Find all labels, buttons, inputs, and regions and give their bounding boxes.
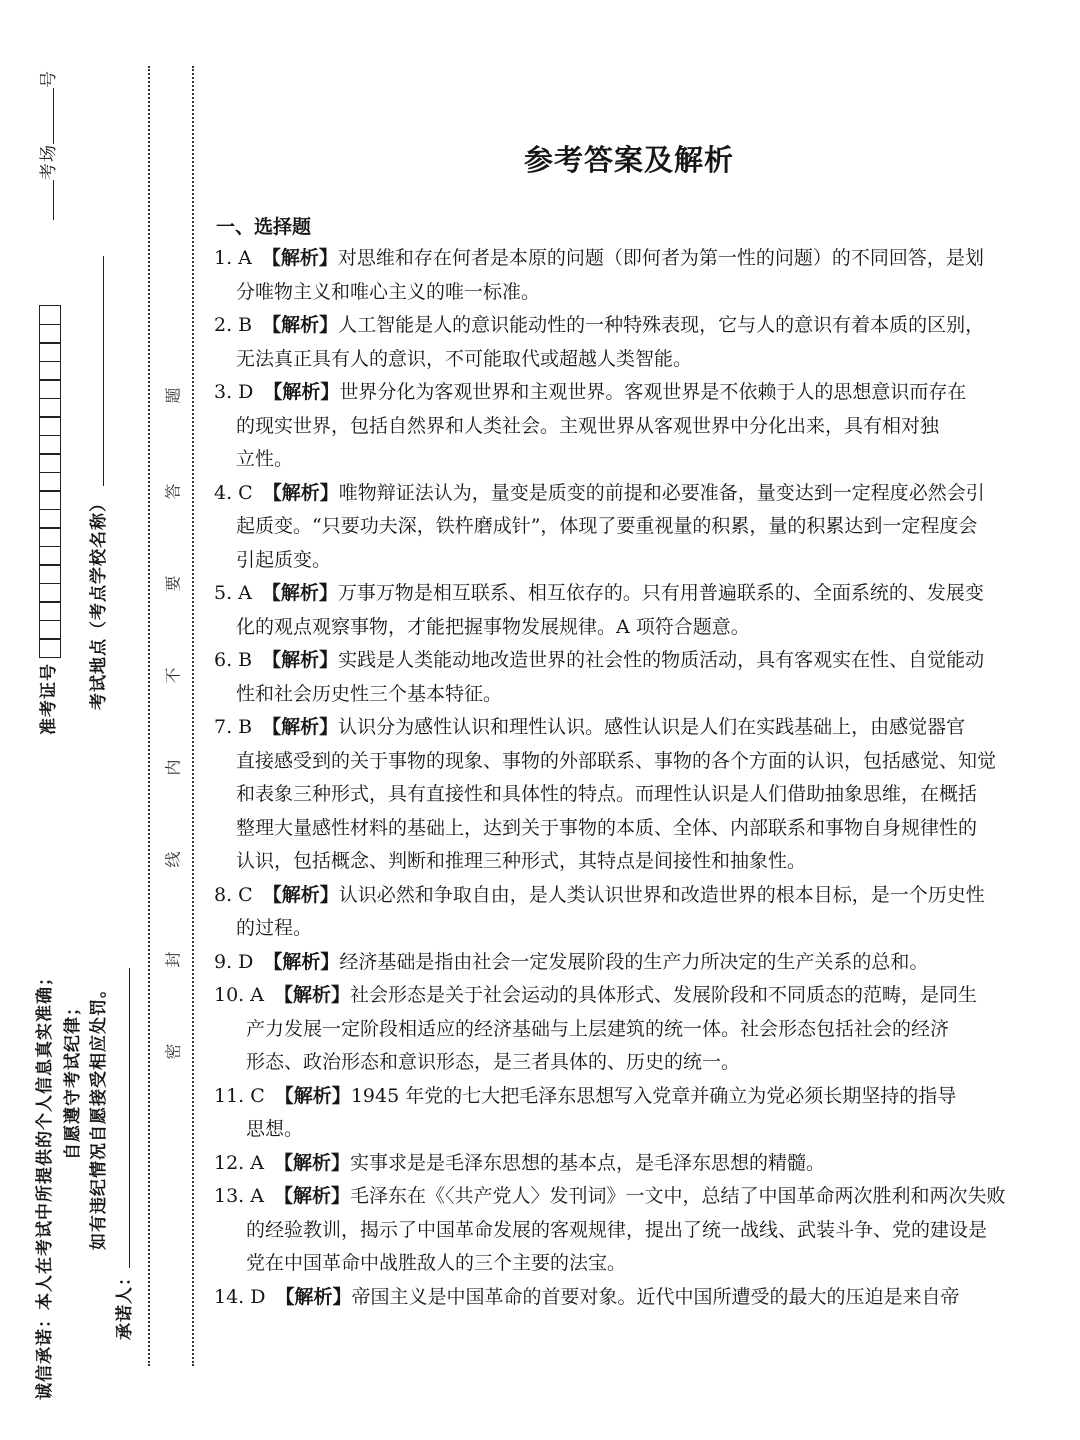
answer-number: 5. A [214, 582, 252, 604]
digit-box[interactable] [39, 583, 61, 603]
answer-item [214, 879, 1038, 946]
number-suffix: 号 [39, 70, 59, 88]
analysis-tag: 【解析】 [262, 314, 339, 336]
answer-number: 8. C [214, 883, 253, 906]
answer-text-cont: 的现实世界，包括自然界和人类社会。主观世界从客观世界中分化出来，具有相对独 [236, 414, 940, 437]
seal-char: 答 [163, 483, 183, 500]
answer-number: 11. C [214, 1084, 265, 1107]
answer-text: 1945 年党的七大把毛泽东思想写入党章并确立为党必须长期坚持的指导 [350, 1084, 957, 1107]
answer-text: 认识必然和争取自由，是人类认识世界和改造世界的根本目标，是一个历史性 [338, 883, 985, 906]
seal-char: 题 [163, 387, 183, 404]
answer-text-cont: 性和社会历史性三个基本特征。 [236, 682, 503, 705]
analysis-tag: 【解析】 [262, 649, 339, 671]
answer-item [214, 1281, 1038, 1315]
answer-text-cont: 思想。 [246, 1118, 304, 1140]
seal-char: 密 [163, 1043, 183, 1060]
pledge-line-2 [58, 998, 83, 1160]
analysis-tag: 【解析】 [273, 1151, 350, 1174]
promiser-label: 承诺人： [115, 1268, 135, 1340]
analysis-tag: 【解析】 [263, 950, 340, 973]
answer-number: 14. D [214, 1285, 266, 1308]
analysis-tag: 【解析】 [262, 883, 339, 906]
promiser-field[interactable] [110, 968, 135, 1340]
digit-box[interactable] [39, 509, 61, 529]
answer-number: 6. B [214, 649, 253, 671]
answer-text-cont: 和表象三种形式，具有直接性和具体性的特点。而理性认识是人们借助抽象思维，在概括 [236, 783, 978, 805]
digit-box[interactable] [39, 324, 61, 344]
answer-text-cont: 立性。 [236, 448, 294, 470]
exam-room-label: 考场 [39, 144, 59, 180]
digit-box[interactable] [39, 306, 61, 326]
analysis-tag: 【解析】 [262, 481, 339, 504]
answer-number: 3. D [214, 381, 254, 403]
seal-char: 不 [163, 667, 183, 684]
answer-text: 实践是人类能动地改造世界的社会性的物质活动，具有客观实在性、自觉能动 [338, 649, 985, 671]
answer-item [214, 644, 1038, 711]
answer-item [214, 242, 1038, 309]
digit-box[interactable] [39, 454, 61, 474]
answer-item [214, 711, 1038, 879]
answer-item [214, 577, 1038, 644]
seal-dotted-line-outer [148, 66, 150, 1366]
answer-text-cont: 产力发展一定阶段相适应的经济基础与上层建筑的统一体。社会形态包括社会的经济 [246, 1017, 950, 1040]
exam-site-label: 考试地点（考点学校名称） [89, 494, 109, 710]
answer-item [214, 477, 1038, 578]
digit-box[interactable] [39, 361, 61, 381]
pledge-text-3: 如有违纪情况自愿接受相应处罚。 [89, 980, 109, 1250]
answer-text: 认识分为感性认识和理性认识。感性认识是人们在实践基础上，由感觉器官 [338, 716, 966, 738]
answer-text-cont: 认识，包括概念、判断和推理三种形式，其特点是间接性和抽象性。 [236, 850, 807, 872]
answer-number: 4. C [214, 481, 253, 504]
answer-text: 社会形态是关于社会运动的具体形式、发展阶段和不同质态的范畴，是同生 [350, 984, 978, 1006]
digit-box[interactable] [39, 491, 61, 511]
answer-text-cont: 起质变。“只要功夫深，铁杵磨成针”，体现了要重视量的积累，量的积累达到一定程度会 [236, 515, 978, 537]
answer-text-cont: 党在中国革命中战胜敌人的三个主要的法宝。 [246, 1252, 627, 1274]
digit-box[interactable] [39, 620, 61, 640]
answer-text-cont: 化的观点观察事物，才能把握事物发展规律。A 项符合题意。 [236, 615, 750, 638]
answer-text-cont: 的过程。 [236, 917, 313, 939]
answer-text: 人工智能是人的意识能动性的一种特殊表现，它与人的意识有着本质的区别， [338, 314, 985, 336]
analysis-tag: 【解析】 [273, 984, 350, 1006]
answer-text: 唯物辩证法认为，量变是质变的前提和必要准备，量变达到一定程度必然会引 [338, 481, 985, 504]
digit-box[interactable] [39, 528, 61, 548]
answer-text-cont: 分唯物主义和唯心主义的唯一标准。 [236, 280, 541, 303]
digit-box[interactable] [39, 343, 61, 363]
answer-text: 万事万物是相互联系、相互依存的。只有用普遍联系的、全面系统的、发展变 [337, 582, 984, 604]
digit-box[interactable] [39, 417, 61, 437]
pledge-text-2: 自愿遵守考试纪律； [63, 998, 83, 1160]
answer-text: 毛泽东在《〈共产党人〉发刊词》一文中，总结了中国革命两次胜利和两次失败 [350, 1185, 1006, 1207]
digit-box[interactable] [39, 639, 61, 659]
answer-number: 1. A [214, 247, 252, 269]
analysis-tag: 【解析】 [275, 1285, 352, 1308]
answer-text: 帝国主义是中国革命的首要对象。近代中国所遭受的最大的压迫是来自帝 [351, 1285, 960, 1308]
answer-text: 经济基础是指由社会一定发展阶段的生产力所决定的生产关系的总和。 [339, 950, 929, 973]
exam-room-field[interactable] [34, 70, 59, 220]
analysis-tag: 【解析】 [263, 381, 340, 403]
answer-text: 对思维和存在何者是本原的问题（即何者为第一性的问题）的不同回答，是划 [337, 247, 984, 269]
answer-number: 7. B [214, 716, 253, 738]
digit-box[interactable] [39, 380, 61, 400]
digit-box[interactable] [39, 546, 61, 566]
seal-char: 内 [163, 759, 183, 776]
answer-number: 12. A [214, 1151, 264, 1174]
answer-text-cont: 形态、政治形态和意识形态，是三者具体的、历史的统一。 [246, 1051, 741, 1073]
answer-item [214, 1147, 1038, 1181]
seal-char: 线 [163, 851, 183, 868]
answer-number: 13. A [214, 1185, 264, 1207]
analysis-tag: 【解析】 [261, 247, 338, 269]
digit-box[interactable] [39, 565, 61, 585]
answer-list [214, 242, 1038, 1314]
ticket-number-label: 准考证号 [39, 663, 59, 735]
answer-text-cont: 的经验教训，揭示了中国革命发展的客观规律，提出了统一战线、武装斗争、党的建设是 [246, 1218, 988, 1241]
answer-item [214, 979, 1038, 1080]
answer-number: 10. A [214, 984, 264, 1006]
answer-item [214, 376, 1038, 477]
pledge-line-3 [84, 980, 109, 1250]
analysis-tag: 【解析】 [274, 1084, 351, 1107]
pledge-text-1: 诚信承诺：本人在考试中所提供的个人信息真实准确； [35, 968, 55, 1400]
answer-item [214, 309, 1038, 376]
answer-item [214, 1080, 1038, 1147]
binding-strip [0, 0, 210, 1440]
digit-box[interactable] [39, 398, 61, 418]
analysis-tag: 【解析】 [273, 1185, 350, 1207]
digit-box[interactable] [39, 435, 61, 455]
seal-dotted-line-inner [192, 66, 194, 1366]
digit-box[interactable] [39, 602, 61, 622]
ticket-number-field[interactable] [34, 300, 61, 736]
pledge-line-1 [30, 968, 55, 1400]
digit-box[interactable] [39, 472, 61, 492]
section-heading: 一、选择题 [216, 216, 312, 238]
answer-item [214, 946, 1038, 980]
answer-number: 2. B [214, 314, 253, 336]
analysis-tag: 【解析】 [262, 716, 339, 738]
answer-text-cont: 引起质变。 [236, 548, 332, 571]
ticket-number-boxes[interactable] [39, 306, 61, 658]
answer-text-cont: 整理大量感性材料的基础上，达到关于事物的本质、全体、内部联系和事物自身规律性的 [236, 816, 978, 839]
seal-char: 封 [163, 951, 183, 968]
answer-item [214, 1180, 1038, 1281]
answer-text-cont: 直接感受到的关于事物的现象、事物的外部联系、事物的各个方面的认识，包括感觉、知觉 [236, 749, 997, 772]
answer-text-cont: 无法真正具有人的意识，不可能取代或超越人类智能。 [236, 347, 693, 370]
answer-number: 9. D [214, 950, 254, 973]
analysis-tag: 【解析】 [261, 582, 338, 604]
answer-text: 实事求是是毛泽东思想的基本点，是毛泽东思想的精髓。 [350, 1151, 826, 1174]
seal-char: 要 [163, 575, 183, 592]
page-title: 参考答案及解析 [523, 143, 734, 177]
answer-text: 世界分化为客观世界和主观世界。客观世界是不依赖于人的思想意识而存在 [339, 381, 967, 403]
exam-site-field[interactable] [84, 256, 109, 710]
